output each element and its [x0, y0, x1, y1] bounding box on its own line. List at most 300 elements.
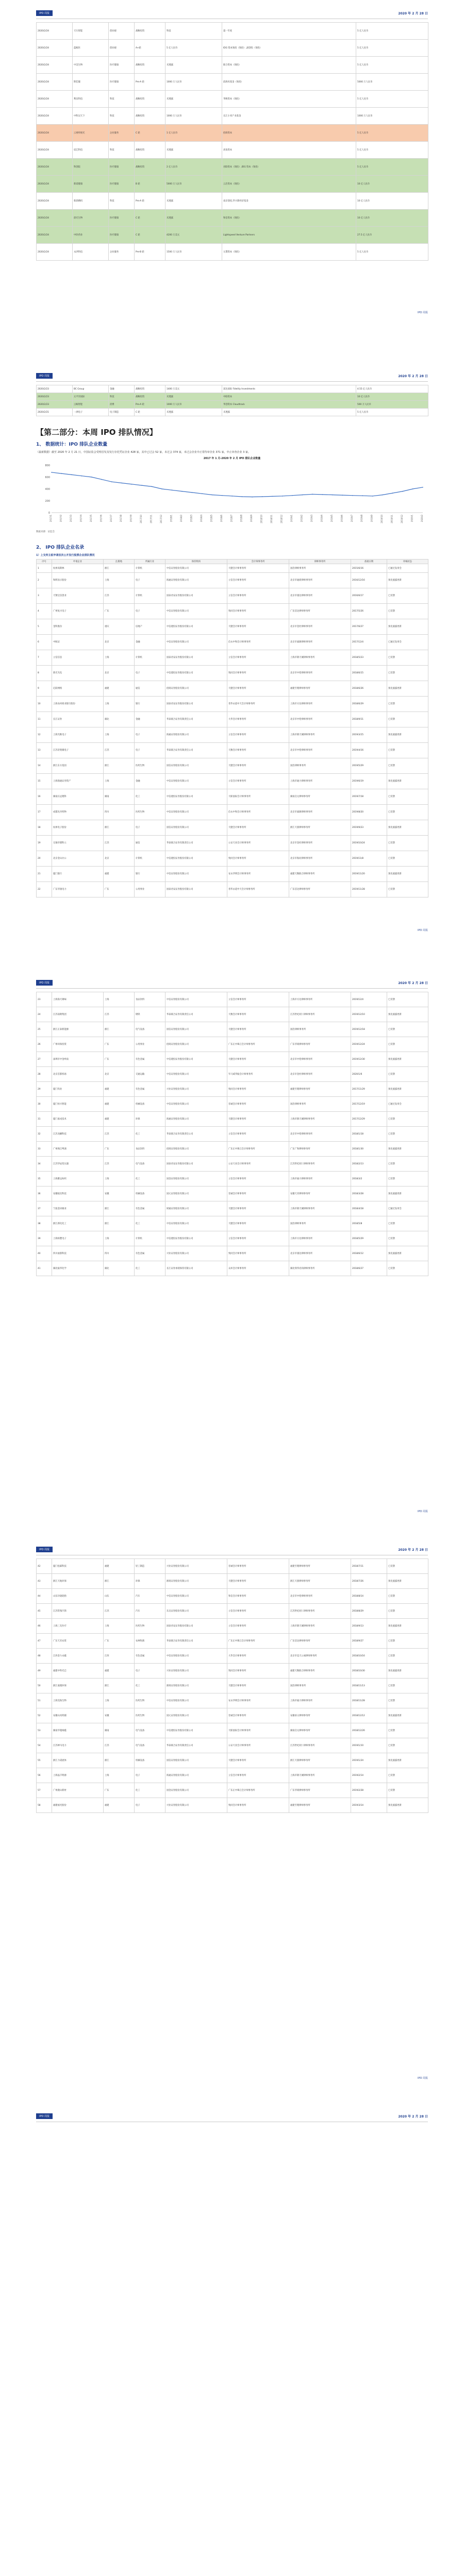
table-cell: Lightspeed Venture Partners [222, 227, 356, 244]
table-cell: 公用事业 [135, 1037, 165, 1052]
table-cell: 中信证券股份有限公司 [165, 1693, 227, 1708]
table-cell: 已通过发审会 [387, 1097, 428, 1112]
table-row [37, 836, 428, 851]
table-row [37, 697, 428, 712]
table-row [37, 727, 428, 743]
table-cell: 预先披露更新 [387, 727, 428, 743]
table-cell: 56 [37, 1768, 52, 1783]
table-cell: 安徽 [104, 1708, 135, 1723]
table-cell: 2020/2/24 [37, 108, 73, 125]
table-cell: 已通过发审会 [387, 1201, 428, 1216]
table-cell: 23 [37, 992, 52, 1007]
table-cell: 27.5 亿人民币 [356, 227, 428, 244]
table-cell: 上海 [104, 1768, 135, 1783]
table-cell: 2017/12/19 [351, 1097, 387, 1112]
table-cell: 安徽天禾律师事务所 [289, 1187, 351, 1201]
table-cell: 福建至理律师事务所 [289, 1082, 351, 1097]
table-cell: 2018/5/23 [351, 650, 387, 666]
data-point [141, 485, 142, 486]
data-point [222, 495, 223, 496]
table-cell: 广州复兴电子 [52, 604, 104, 619]
table-row [37, 1261, 428, 1276]
table-cell: A+轮 [135, 40, 165, 57]
table-cell: 19 [37, 836, 52, 851]
table-cell: 2018/9/13 [351, 1619, 387, 1634]
table-cell: 安永华明会计师事务所 [227, 1693, 289, 1708]
table-cell: 34 [37, 1157, 52, 1172]
table-cell: 上海 [104, 697, 135, 712]
table-cell: 上海市通力律师事务所 [289, 1693, 351, 1708]
table-cell: 江苏 [104, 836, 135, 851]
table-cell: 高瓴资本 [222, 142, 356, 159]
x-tick-label: 2017/2 [59, 515, 62, 522]
table-row [37, 1127, 428, 1142]
table-row [37, 1052, 428, 1067]
x-tick-label: 2019/12 [401, 515, 404, 523]
table-row [37, 1604, 428, 1619]
table-cell: 北京市中伦律师事务所 [289, 666, 351, 681]
table-cell: 北京市中伦律师事务所 [289, 1127, 351, 1142]
table-cell: 江西 [104, 1649, 135, 1664]
table-cell: 5000 万人民币 [165, 176, 222, 193]
chart-source: 数据来源：证监会 [36, 531, 55, 533]
table-cell: 2018/12/26 [351, 1723, 387, 1738]
table-cell: 2019/12/18 [351, 1022, 387, 1037]
table-cell: 2017/12/4 [351, 635, 387, 650]
table-cell: 4.55 亿人民币 [356, 385, 428, 393]
x-tick-label: 2018/11 [270, 515, 273, 523]
table-cell: 四川福蓉科技 [52, 1246, 104, 1261]
table-cell: 未透露 [165, 193, 222, 210]
header-date: 2020 年 2 月 28 日 [398, 375, 428, 378]
table-cell: 已反馈 [387, 1067, 428, 1082]
table-cell: 长江小米产业基金 [222, 108, 356, 125]
table-cell: 预先披露更新 [387, 867, 428, 882]
table-cell: 2018/6/26 [351, 681, 387, 697]
table-cell: 5 亿人民币 [165, 40, 222, 57]
x-tick-label: 2017/7 [109, 515, 112, 522]
table-cell: 福建 [104, 1112, 135, 1127]
table-row [37, 57, 428, 74]
financing-table-2 [36, 385, 428, 416]
table-cell: 医疗健康 [109, 57, 135, 74]
table-cell: 福建 [104, 1798, 135, 1813]
table-cell: 电子 [135, 604, 165, 619]
table-cell: 北京 [104, 851, 135, 867]
table-row [37, 820, 428, 836]
table-cell: 30 [37, 1097, 52, 1112]
table-cell: 创业板 [109, 23, 135, 40]
table-cell: 北京市康达律师事务所 [289, 588, 351, 604]
x-tick-label: 2017/9 [129, 515, 132, 522]
column-header: 申请企业 [52, 560, 104, 564]
page-footer [36, 2076, 428, 2081]
table-row [37, 867, 428, 882]
table-cell: 2017/11/29 [351, 1082, 387, 1097]
table-cell: 湖北 [104, 712, 135, 727]
table-cell: 13 [37, 743, 52, 758]
table-cell: 企业服务 [109, 244, 135, 261]
table-cell: 5 亿人民币 [356, 244, 428, 261]
table-cell: 福建至理律师事务所 [289, 1798, 351, 1813]
table-cell: 电子 [135, 820, 165, 836]
table-cell: 上海昊海生物 [52, 1693, 104, 1708]
table-cell: 国浩律师事务所 [289, 564, 351, 573]
table-cell: 2020/2/24 [37, 57, 73, 74]
table-cell: 2019/12/24 [351, 1037, 387, 1052]
table-cell: 广州珠江啤酒 [52, 1142, 104, 1157]
table-cell: 已反馈 [387, 836, 428, 851]
table-cell: 金科股份 [52, 619, 104, 635]
table-cell: 24 [37, 1007, 52, 1022]
table-cell: 上海光维电子 [52, 727, 104, 743]
table-cell: 天健会计师事务所 [227, 758, 289, 774]
table-cell: 银行 [135, 867, 165, 882]
table-cell: 1 亿人民币 [165, 125, 222, 142]
table-cell: 湖北 [104, 1261, 135, 1276]
table-cell: 上海市通力律师事务所 [289, 1172, 351, 1187]
table-row [37, 573, 428, 588]
table-cell: 东吴证券股份有限公司 [165, 1604, 227, 1619]
table-cell: 科技 [109, 193, 135, 210]
table-row [37, 588, 428, 604]
table-cell: 55 [37, 1753, 52, 1768]
table-cell: 浙江天地环保 [52, 1574, 104, 1589]
table-row [37, 1738, 428, 1753]
table-cell: 2017/5/26 [351, 604, 387, 619]
table-cell: 招商资本 [222, 125, 356, 142]
table-cell: 金融 [135, 712, 165, 727]
table-cell: 2018/1/30 [351, 1142, 387, 1157]
table-cell: 信永中和会计师事务所 [227, 635, 289, 650]
table-cell: 25 [37, 1022, 52, 1037]
table-cell: 上海柏楚电子 [52, 1231, 104, 1246]
table-cell: 2018/2/13 [351, 1157, 387, 1172]
table-cell: 未透露 [222, 409, 356, 416]
page-header [36, 979, 428, 989]
table-cell: 已反馈 [387, 1172, 428, 1187]
table-cell: 海通证券股份有限公司 [165, 1112, 227, 1127]
table-cell: 2020/1/6 [351, 1067, 387, 1082]
table-cell: 医药生物 [135, 1619, 165, 1634]
table-cell: 厦门嘉戎技术 [52, 1112, 104, 1127]
table-row [37, 1723, 428, 1738]
table-cell: 安徽 [104, 1187, 135, 1201]
table-cell: 新晨精机 [73, 193, 109, 210]
table-cell: 深圳市中金岭南 [52, 1052, 104, 1067]
table-cell: 超一年度 [222, 23, 356, 40]
data-point [61, 473, 62, 474]
x-tick-label: 2019/1 [290, 515, 293, 522]
x-tick-label: 2019/10 [380, 515, 384, 523]
table-cell: 已反馈 [387, 1037, 428, 1052]
series-line [52, 472, 423, 497]
header-tag: IPO 周报 [36, 1547, 53, 1552]
table-cell: 预先披露更新 [387, 1664, 428, 1679]
table-cell: 28 [37, 1067, 52, 1082]
data-point [101, 479, 102, 480]
table-cell: 战略投资 [135, 142, 165, 159]
table-cell: 毕马威华振会计师事务所 [227, 1067, 289, 1082]
table-cell: 立信会计师事务所 [227, 573, 289, 588]
table-cell: 1000 万人民币 [165, 108, 222, 125]
table-cell: 14 [37, 758, 52, 774]
data-point [312, 494, 313, 495]
table-cell: 北京市金杜律师事务所 [289, 619, 351, 635]
table-cell: 2020/2/24 [37, 142, 73, 159]
table-cell: 天行智能 [73, 23, 109, 40]
table-cell: 上海三友医疗 [52, 1619, 104, 1634]
table-cell: 2018/5/8 [351, 1216, 387, 1231]
data-point [282, 496, 283, 497]
table-cell: 浙江天册律师事务所 [289, 820, 351, 836]
table-cell: 有色金属 [135, 1246, 165, 1261]
table-cell: 长江证券 [52, 712, 104, 727]
table-row [37, 1187, 428, 1201]
table-cell: 16 [37, 789, 52, 805]
table-cell: 49 [37, 1664, 52, 1679]
table-cell: C 轮 [135, 210, 165, 227]
table-cell: 广东 [104, 604, 135, 619]
table-cell: 北京市嘉源律师事务所 [289, 635, 351, 650]
table-cell: 金融 [135, 774, 165, 789]
table-cell: 预先披露更新 [387, 774, 428, 789]
table-cell: 浙商证券股份有限公司 [165, 1574, 227, 1589]
table-row [37, 193, 428, 210]
table-row [37, 1097, 428, 1112]
table-cell: 中信建投证券股份有限公司 [165, 1723, 227, 1738]
x-tick-label: 2019/5 [330, 515, 333, 522]
table-row [37, 1559, 428, 1574]
table-cell: 50 [37, 1679, 52, 1693]
table-cell: 上海 [104, 1172, 135, 1187]
table-cell: 20 [37, 851, 52, 867]
header-date: 2020 年 2 月 28 日 [398, 1548, 428, 1552]
table-cell: 中信证券股份有限公司 [165, 604, 227, 619]
table-cell: 湖南启元律师事务所 [289, 1723, 351, 1738]
data-point [262, 496, 263, 497]
table-cell: 2019/4/16 [351, 743, 387, 758]
table-cell: 2019/5/29 [351, 758, 387, 774]
table-cell: 天衡会计师事务所 [227, 1007, 289, 1022]
table-cell: 未透露 [165, 210, 222, 227]
table-cell: 医疗健康 [109, 74, 135, 91]
table-cell: 浙江新化化工 [52, 1216, 104, 1231]
table-cell: 华映资本（领投） [222, 91, 356, 108]
table-cell: 浙江 [104, 1753, 135, 1768]
chart-title: 2017 年 1 月-2020 年 2 月 IPO 排队企业数量 [203, 457, 261, 460]
table-cell: 江苏 [104, 1738, 135, 1753]
table-cell: 山东玲珑轮胎 [52, 1589, 104, 1604]
table-cell: 电子 [135, 666, 165, 681]
table-cell: 广东 [104, 1142, 135, 1157]
table-cell: 公证天业会计师事务所 [227, 1738, 289, 1753]
table-cell: 计算机 [135, 1231, 165, 1246]
table-cell: 天健会计师事务所 [227, 1052, 289, 1067]
table-cell: 战略投资 [135, 385, 165, 393]
header-date: 2020 年 2 月 28 日 [398, 981, 428, 985]
table-cell: 2018/7/26 [351, 1574, 387, 1589]
table-cell: 医药生物 [135, 805, 165, 820]
table-cell: 浙江 [104, 1216, 135, 1231]
table-cell: 2020/2/24 [37, 159, 73, 176]
table-cell: 中信证券股份有限公司 [165, 1589, 227, 1604]
table-cell: 招商证券股份有限公司 [165, 1037, 227, 1052]
table-cell: 上海 [104, 727, 135, 743]
table-cell: 天健会计师事务所 [227, 1216, 289, 1231]
table-cell: 医药生物 [135, 1708, 165, 1723]
data-point [322, 494, 323, 495]
column-header: 注册地 [104, 560, 135, 564]
table-row [37, 385, 428, 393]
table-cell: 永洪科技 [73, 244, 109, 261]
table-cell: 科技 [109, 142, 135, 159]
table-cell: 预先披露更新 [387, 1753, 428, 1768]
table-cell: 上海市锦天城律师事务所 [289, 1112, 351, 1127]
table-cell: C 轮 [135, 125, 165, 142]
table-cell: 立信会计师事务所 [227, 650, 289, 666]
table-cell: 云启资本（领投） [222, 176, 356, 193]
table-cell: 医药生物 [135, 758, 165, 774]
footer-tag: IPO 周报 [417, 2077, 428, 2080]
table-cell: 计算机 [135, 650, 165, 666]
table-cell: 中信证券股份有限公司 [165, 992, 227, 1007]
table-cell: 湖南长远锂科 [52, 789, 104, 805]
table-cell: 容诚会计师事务所 [227, 1097, 289, 1112]
data-point [242, 496, 243, 497]
table-cell: 2018/7/11 [351, 1559, 387, 1574]
table-cell: 电气设备 [135, 1157, 165, 1172]
table-cell: 上海 [104, 1231, 135, 1246]
table-cell: 致同会计师事务所 [227, 1082, 289, 1097]
table-cell: 2018/10/30 [351, 1664, 387, 1679]
table-cell: 2018/3/28 [351, 1187, 387, 1201]
data-point [382, 495, 383, 496]
table-cell: 国信证券股份有限公司 [165, 1022, 227, 1037]
table-cell: 交通运输 [135, 1067, 165, 1082]
table-row [37, 1201, 428, 1216]
data-point [172, 490, 173, 491]
table-cell: 已反馈 [387, 1649, 428, 1664]
queue-table-1 [36, 559, 428, 897]
table-cell: 四川 [104, 1246, 135, 1261]
table-cell: 兴业证券股份有限公司 [165, 1246, 227, 1261]
table-cell: 安徽承义律师事务所 [289, 1708, 351, 1723]
table-cell: 43 [37, 1574, 52, 1589]
table-cell: 38 [37, 1216, 52, 1231]
table-cell: 已反馈 [387, 1738, 428, 1753]
table-cell: 无锡市德科立 [52, 836, 104, 851]
table-cell: 上海市锦天城律师事务所 [289, 1768, 351, 1783]
table-cell: 四川 [104, 805, 135, 820]
table-cell: 上海 [104, 1693, 135, 1708]
x-tick-label: 2019/11 [390, 515, 393, 523]
table-cell: 上海市锦天城律师事务所 [289, 727, 351, 743]
table-cell: 大华会计师事务所 [227, 1649, 289, 1664]
column-header: 所属行业 [135, 560, 165, 564]
table-cell: 天职国际会计师事务所 [227, 789, 289, 805]
table-cell: 利昌科技 [73, 91, 109, 108]
table-cell: 江苏世纪同仁律师事务所 [289, 1157, 351, 1172]
table-cell: 广东正中珠江会计师事务所 [227, 1634, 289, 1649]
table-cell: 国元证券股份有限公司 [165, 1187, 227, 1201]
queue-table-3 [36, 1558, 428, 1813]
table-row [37, 1037, 428, 1052]
table-cell: 电子 [135, 743, 165, 758]
table-cell: 中信证券股份有限公司 [165, 805, 227, 820]
table-cell: 广东 [104, 1783, 135, 1798]
report-page-2 [36, 372, 428, 939]
table-cell: 1000 万人民币 [165, 401, 222, 409]
table-cell: Pre-A 轮 [135, 193, 165, 210]
table-cell: 科技 [109, 393, 135, 401]
table-cell: 房地产 [135, 619, 165, 635]
table-cell: 15 [37, 774, 52, 789]
table-cell: 广东广和律师事务所 [289, 1142, 351, 1157]
table-cell: 1500 万人民币 [165, 244, 222, 261]
table-cell: 有色金属 [135, 1052, 165, 1067]
table-cell: 2018/3/2 [351, 1172, 387, 1187]
table-cell: Pre-A 轮 [135, 74, 165, 91]
table-cell: 江苏帝奥微电子 [52, 743, 104, 758]
table-cell: 已反馈 [387, 758, 428, 774]
table-cell: 48 [37, 1649, 52, 1664]
x-tick-label: 2019/8 [360, 515, 363, 522]
table-cell: 企业服务 [109, 125, 135, 142]
table-cell: 2020/2/24 [37, 125, 73, 142]
table-row [37, 142, 428, 159]
table-cell: 富达国际 Fidelity Investments [222, 385, 356, 393]
table-cell: 安永华明会计师事务所 [227, 867, 289, 882]
table-cell: 57 [37, 1783, 52, 1798]
table-cell: 国泰君安证券股份有限公司 [165, 1619, 227, 1634]
table-cell: 科创院 [73, 159, 109, 176]
x-tick-label: 2018/10 [260, 515, 263, 523]
table-cell: 预先披露更新 [387, 619, 428, 635]
table-cell: 消费 [109, 401, 135, 409]
table-cell: 已反馈 [387, 1231, 428, 1246]
table-cell: 广东 [104, 1634, 135, 1649]
table-cell: 兴业证券股份有限公司 [165, 1082, 227, 1097]
table-cell: 42 [37, 1559, 52, 1574]
table-cell: 立信信息 [52, 650, 104, 666]
data-point [131, 484, 132, 485]
table-cell: 广东正中珠江会计师事务所 [227, 1783, 289, 1798]
table-row [37, 564, 428, 573]
table-row [37, 1619, 428, 1634]
table-cell: 预先披露更新 [387, 1082, 428, 1097]
table-cell: 江苏 [104, 588, 135, 604]
table-cell: 江苏南钢集团 [52, 1007, 104, 1022]
table-cell: 2018/1/18 [351, 1127, 387, 1142]
footer-tag: IPO 周报 [417, 1510, 428, 1513]
data-point [202, 493, 203, 494]
table-cell: 食品饮料 [135, 992, 165, 1007]
table-cell: 54 [37, 1738, 52, 1753]
table-cell: 国信证券股份有限公司 [165, 1753, 227, 1768]
table-cell: 北京市竞天公诚律师事务所 [289, 1649, 351, 1664]
table-cell: Pre-A 轮 [135, 401, 165, 409]
table-cell: 18 [37, 820, 52, 836]
table-cell: 新诺健康 [73, 176, 109, 193]
table-cell: 普华永道中天会计师事务所 [227, 697, 289, 712]
column-header: 备案日期 [351, 560, 387, 564]
report-page-3 [36, 979, 428, 1520]
table-cell: 江苏世纪同仁律师事务所 [289, 1007, 351, 1022]
table-cell: 战略投资 [135, 57, 165, 74]
table-cell: 和辉显示股份 [52, 573, 104, 588]
table-cell: 江苏常熟汽饰 [52, 1604, 104, 1619]
